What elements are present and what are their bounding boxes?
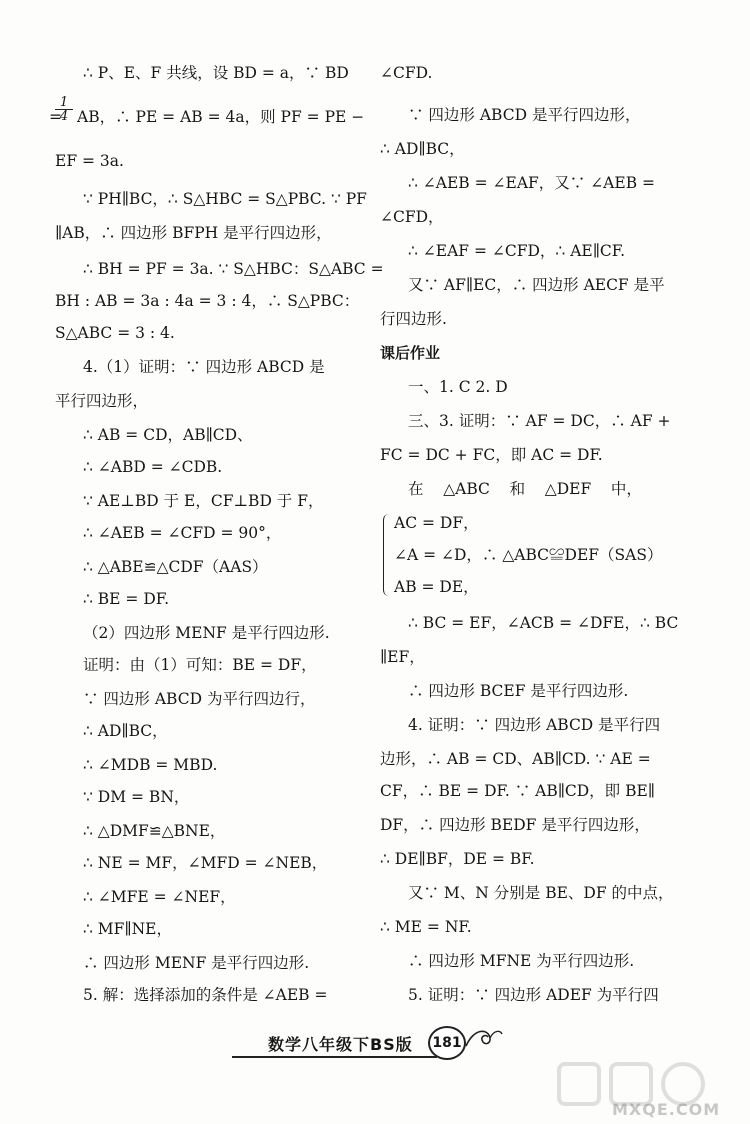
text-line: ∴ ∠AEB = ∠CFD = 90°， (83, 524, 282, 542)
text-line: EF = 3a. (55, 152, 124, 170)
text-line: ∴ △ABE≌△CDF（AAS） (83, 558, 268, 576)
text-line: FC = DC + FC，即 AC = DF. (380, 446, 603, 464)
text-line: ∴ AD∥BC， (380, 140, 465, 158)
text-line: AC = DF， (394, 514, 479, 532)
text-line: ∴ ∠AEB = ∠EAF，又∵ ∠AEB = (408, 174, 655, 192)
text-line: ∥EF， (380, 648, 425, 666)
text-line: 4.（1）证明：∵ 四边形 ABCD 是 (83, 358, 325, 376)
text-line: ∴ BC = EF，∠ACB = ∠DFE，∴ BC (408, 614, 679, 632)
text-line: ∵ DM = BN， (83, 788, 190, 806)
text-line: ∴ △DMF≌△BNE， (83, 822, 226, 840)
text-line: ∥AB，∴ 四边形 BFPH 是平行四边形， (55, 224, 332, 242)
text-line: 5. 解：选择添加的条件是 ∠AEB = (83, 986, 328, 1004)
text-line: 又∵ M、N 分别是 BE、DF 的中点， (408, 884, 674, 902)
text-line: 在 △ABC 和 △DEF 中， (408, 480, 642, 498)
text-line: 又∵ AF∥EC，∴ 四边形 AECF 是平 (408, 276, 665, 294)
text-line: 4. 证明：∵ 四边形 ABCD 是平行四 (408, 716, 661, 734)
fraction-numerator: 1 (55, 96, 73, 110)
book-title: 数学八年级下BS版 (268, 1035, 413, 1054)
text-line: （2）四边形 MENF 是平行四边形. (83, 624, 330, 642)
text-line: ∵ AE⊥BD 于 E，CF⊥BD 于 F， (83, 492, 324, 510)
text-line: ∴ ∠MDB = MBD. (83, 756, 218, 774)
equals-sign: = (49, 108, 62, 126)
section-heading: 课后作业 (380, 344, 441, 362)
text-line: ∴ AB = CD，AB∥CD、 (83, 426, 253, 444)
text-line: ∴ BE = DF. (83, 590, 170, 608)
text-line: CF，∴ BE = DF. ∵ AB∥CD，即 BE∥ (380, 782, 655, 800)
text-line: ∴ ∠ABD = ∠CDB. (83, 458, 223, 476)
watermark-text: MXQE.COM (612, 1100, 721, 1119)
text-line: 一、1. C 2. D (408, 378, 508, 396)
text-line: ∴ DE∥BF，DE = BF. (380, 850, 535, 868)
text-line: AB = DE， (394, 578, 479, 596)
text-line: S△ABC = 3 : 4. (55, 324, 175, 342)
text-line: DF，∴ 四边形 BEDF 是平行四边形， (380, 816, 650, 834)
text-line: 证明：由（1）可知：BE = DF， (83, 656, 317, 674)
text-line: 边形，∴ AB = CD、AB∥CD. ∵ AE = (380, 750, 651, 768)
text-line: ∵ PH∥BC，∴ S△HBC = S△PBC. ∵ PF (83, 190, 367, 208)
text-line: 5. 证明：∵ 四边形 ADEF 为平行四 (408, 986, 659, 1004)
text-line: ∴ P、E、F 共线，设 BD = a，∵ BD (83, 64, 349, 82)
page-number: 181 (428, 1026, 466, 1060)
text-line: ∴ 四边形 MENF 是平行四边形. (83, 954, 310, 972)
text-line: ∴ NE = MF，∠MFD = ∠NEB， (83, 854, 328, 872)
text-line: ∴ 四边形 MFNE 为平行四边形. (408, 952, 635, 970)
text-line: ∵ 四边形 ABCD 为平行四边行， (83, 690, 316, 708)
text-line: ∴ ∠MFE = ∠NEF， (83, 888, 236, 906)
text-line: 平行四边形， (55, 392, 149, 410)
text-line: 行四边形. (380, 310, 447, 328)
fraction-denominator: 4 (59, 109, 69, 124)
fraction-line (49, 95, 365, 128)
text-line: ∴ ∠EAF = ∠CFD，∴ AE∥CF. (408, 242, 625, 260)
text-line: 三、3. 证明：∵ AF = DC，∴ AF + (408, 412, 671, 430)
text-line: ∴ BH = PF = 3a. ∵ S△HBC：S△ABC = (83, 260, 384, 278)
text-line: BH : AB = 3a : 4a = 3 : 4，∴ S△PBC： (55, 292, 360, 310)
text-line: ∠CFD. (380, 64, 433, 82)
text-line: ∵ 四边形 ABCD 是平行四边形， (408, 106, 641, 124)
text-line: ∴ AD∥BC， (83, 722, 168, 740)
text-line: ∴ 四边形 BCEF 是平行四边形. (408, 682, 629, 700)
text-line: ∠A = ∠D，∴ △ABC≌DEF（SAS） (394, 546, 663, 564)
footer-rule (232, 1056, 437, 1058)
text-line: ∴ ME = NF. (380, 918, 472, 936)
page-footer (232, 1024, 532, 1064)
text-line: ∴ MF∥NE， (83, 920, 172, 938)
text-line: AB，∴ PE = AB = 4a，则 PF = PE − (77, 108, 365, 126)
swirl-ornament-icon (464, 1024, 504, 1054)
text-line: ∠CFD， (380, 208, 444, 226)
